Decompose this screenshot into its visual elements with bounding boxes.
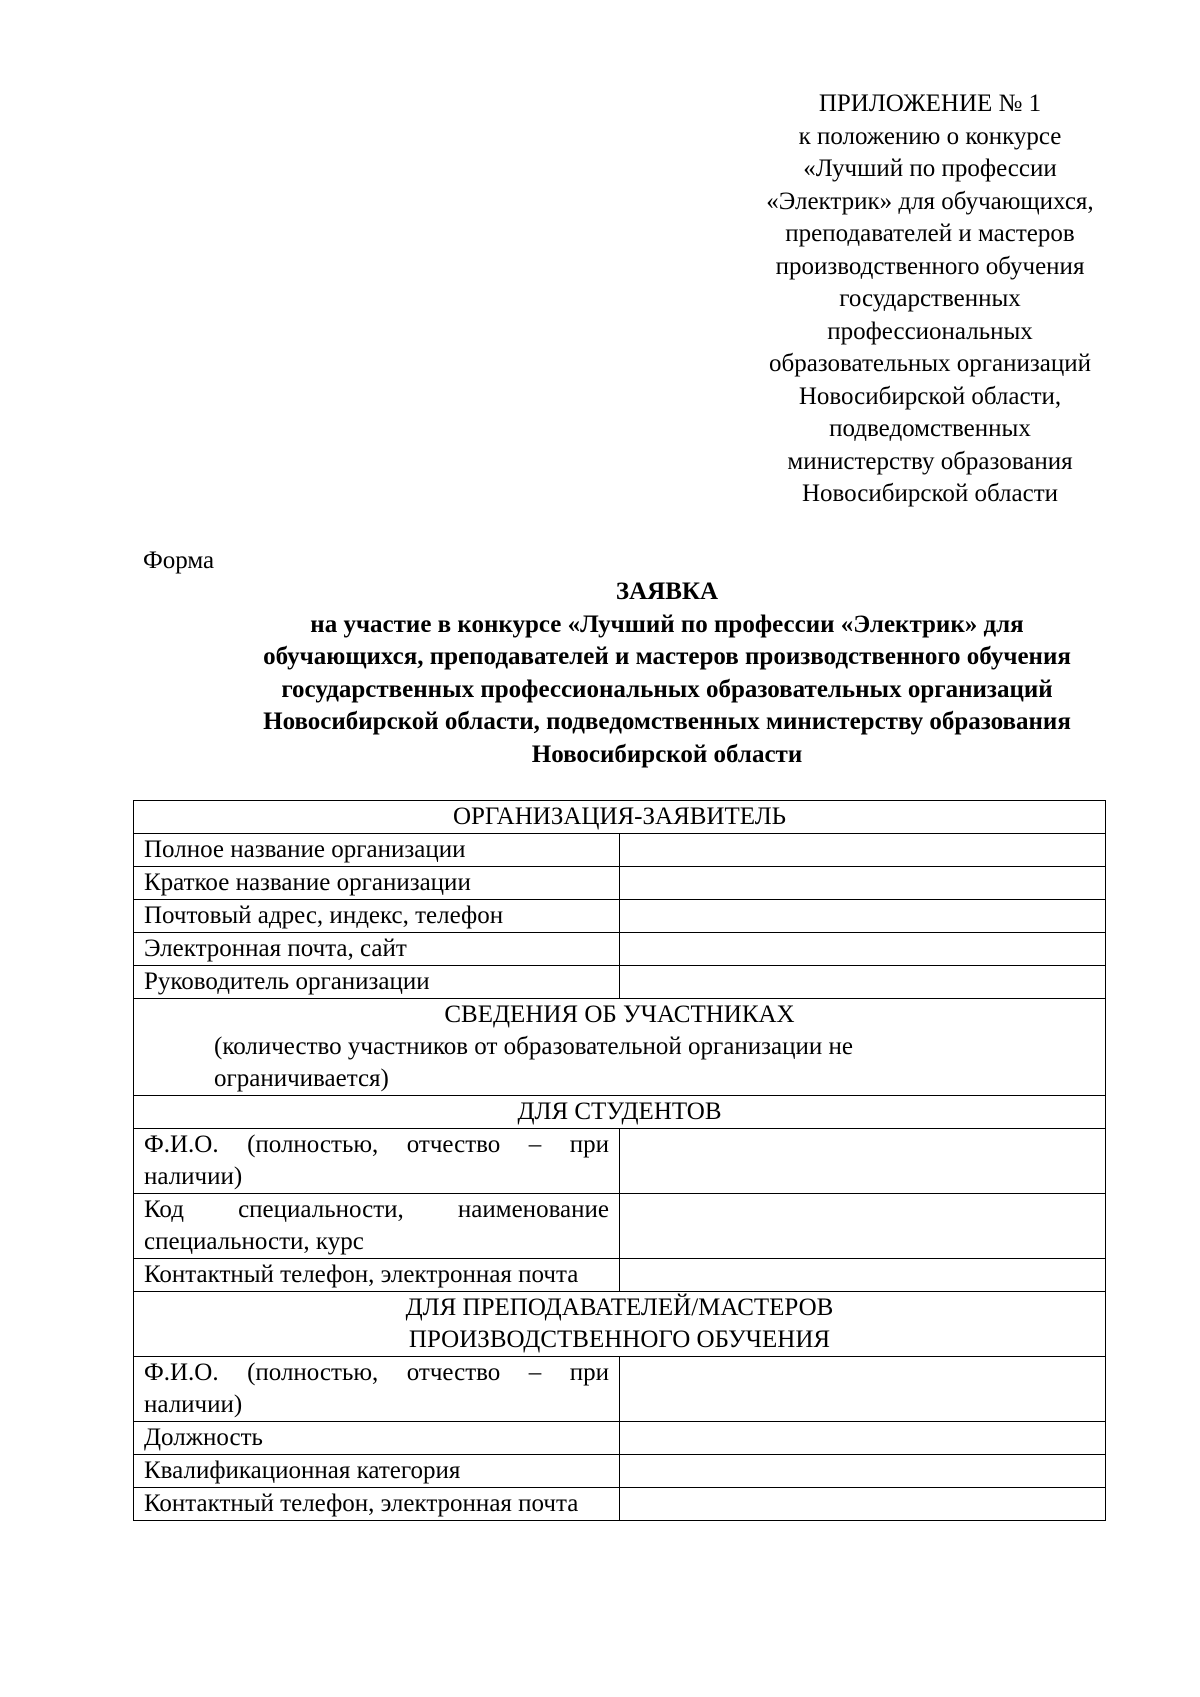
appendix-line: «Лучший по профессии bbox=[803, 155, 1057, 182]
section-heading-participants: СВЕДЕНИЯ ОБ УЧАСТНИКАХ bbox=[444, 1001, 795, 1028]
appendix-line: Новосибирской области, bbox=[798, 382, 1062, 410]
section-row-participants bbox=[134, 999, 1106, 1096]
appendix-line: «Электрик» для обучающихся, bbox=[766, 187, 1094, 215]
appendix-line: образовательных организаций bbox=[768, 350, 1091, 377]
field-value-short-name[interactable] bbox=[620, 867, 1106, 900]
table-row bbox=[134, 900, 1106, 933]
appendix-line: министерству образования bbox=[787, 447, 1073, 475]
section-participants bbox=[134, 999, 1106, 1096]
field-value-postal-address[interactable] bbox=[620, 900, 1106, 933]
document-title bbox=[0, 576, 1200, 771]
appendix-line: производственного обучения bbox=[775, 252, 1085, 280]
appendix-header bbox=[740, 88, 1120, 511]
form-label: Форма bbox=[143, 547, 215, 574]
section-row-teachers bbox=[134, 1292, 1106, 1357]
section-heading-students: ДЛЯ СТУДЕНТОВ bbox=[134, 1096, 1106, 1129]
field-value-qualification[interactable] bbox=[620, 1455, 1106, 1488]
title-line: обучающихся, преподавателей и мастеров производственного обучения bbox=[263, 643, 1071, 670]
section-teachers bbox=[134, 1292, 1106, 1357]
application-form-table bbox=[133, 800, 1106, 1521]
field-value-student-fio[interactable] bbox=[620, 1129, 1106, 1194]
table-row bbox=[134, 1194, 1106, 1259]
table-row bbox=[134, 1357, 1106, 1422]
table-row bbox=[134, 1422, 1106, 1455]
appendix-line: ПРИЛОЖЕНИЕ № 1 bbox=[818, 90, 1042, 117]
field-value-teacher-fio[interactable] bbox=[620, 1357, 1106, 1422]
section-heading-teachers-line-2: ПРОИЗВОДСТВЕННОГО ОБУЧЕНИЯ bbox=[408, 1326, 831, 1353]
appendix-line: профессиональных bbox=[827, 317, 1033, 345]
field-value-full-name[interactable] bbox=[620, 834, 1106, 867]
appendix-line: Новосибирской области bbox=[801, 480, 1059, 507]
field-label-position: Должность bbox=[134, 1422, 620, 1455]
field-label-director: Руководитель организации bbox=[134, 966, 620, 999]
title-line: ЗАЯВКА bbox=[615, 578, 719, 605]
field-label-email-site: Электронная почта, сайт bbox=[134, 933, 620, 966]
title-line: Новосибирской области, подведомственных министерству образования bbox=[263, 708, 1071, 735]
table-row bbox=[134, 1455, 1106, 1488]
field-label-full-name: Полное название организации bbox=[134, 834, 620, 867]
field-value-student-contacts[interactable] bbox=[620, 1259, 1106, 1292]
appendix-line: подведомственных bbox=[829, 415, 1031, 442]
title-line: государственных профессиональных образовательных организаций bbox=[281, 675, 1053, 703]
field-label-qualification: Квалификационная категория bbox=[134, 1455, 620, 1488]
table-row bbox=[134, 1259, 1106, 1292]
field-label-postal-address: Почтовый адрес, индекс, телефон bbox=[134, 900, 620, 933]
table-row bbox=[134, 834, 1106, 867]
field-label-short-name: Краткое название организации bbox=[134, 867, 620, 900]
table-row bbox=[134, 933, 1106, 966]
field-label-student-fio: Ф.И.О. (полностью, отчество – при наличии) bbox=[134, 1129, 620, 1194]
section-heading-teachers-line-1: ДЛЯ ПРЕПОДАВАТЕЛЕЙ/МАСТЕРОВ bbox=[405, 1294, 834, 1321]
title-line: на участие в конкурсе «Лучший по профессии «Электрик» для bbox=[310, 610, 1024, 638]
participants-note-line-1: (количество участников от образовательной организации не bbox=[214, 1033, 853, 1060]
table-row bbox=[134, 966, 1106, 999]
table-row bbox=[134, 1488, 1106, 1521]
table-row bbox=[134, 867, 1106, 900]
participants-note-line-2: ограничивается) bbox=[214, 1065, 389, 1092]
field-value-email-site[interactable] bbox=[620, 933, 1106, 966]
field-value-position[interactable] bbox=[620, 1422, 1106, 1455]
appendix-line: преподавателей и мастеров bbox=[785, 220, 1075, 247]
field-label-teacher-contacts: Контактный телефон, электронная почта bbox=[134, 1488, 620, 1521]
section-heading-organization: ОРГАНИЗАЦИЯ-ЗАЯВИТЕЛЬ bbox=[134, 801, 1106, 834]
field-value-teacher-contacts[interactable] bbox=[620, 1488, 1106, 1521]
field-label-teacher-fio: Ф.И.О. (полностью, отчество – при наличии) bbox=[134, 1357, 620, 1422]
title-line: Новосибирской области bbox=[531, 740, 803, 768]
appendix-line: к положению о конкурсе bbox=[798, 122, 1062, 150]
section-row-organization bbox=[134, 801, 1106, 834]
field-label-student-contacts: Контактный телефон, электронная почта bbox=[134, 1259, 620, 1292]
field-value-specialty[interactable] bbox=[620, 1194, 1106, 1259]
field-value-director[interactable] bbox=[620, 966, 1106, 999]
field-label-specialty: Код специальности, наименование специальности, курс bbox=[134, 1194, 620, 1259]
appendix-line: государственных bbox=[839, 285, 1021, 312]
section-row-students bbox=[134, 1096, 1106, 1129]
table-row bbox=[134, 1129, 1106, 1194]
